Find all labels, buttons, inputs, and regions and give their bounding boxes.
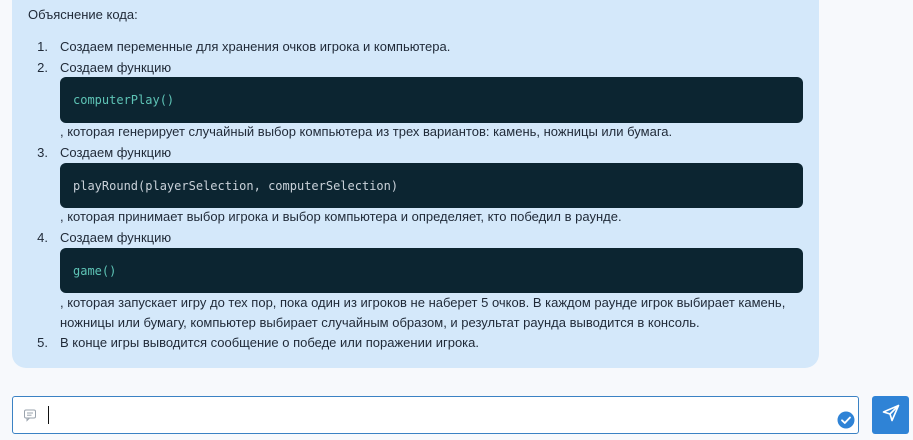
- message-intro: Объяснение кода:: [28, 7, 138, 22]
- message-input[interactable]: [12, 396, 859, 434]
- list-number: 3.: [37, 145, 48, 160]
- check-circle-icon[interactable]: [837, 411, 855, 429]
- send-button[interactable]: [872, 396, 909, 434]
- code-block: [60, 248, 803, 293]
- list-item-text: Создаем переменные для хранения очков игрока и компьютера.: [60, 39, 451, 54]
- list-item-text: Создаем функцию: [60, 145, 172, 160]
- code-text: playRound(playerSelection, computerSelection): [73, 178, 399, 193]
- code-block: [60, 77, 803, 123]
- list-item-text: , которая принимает выбор игрока и выбор компьютера и определяет, кто победил в раунде.: [60, 209, 622, 224]
- list-number: 2.: [37, 60, 48, 75]
- list-item-text: , которая генерирует случайный выбор компьютера из трех вариантов: камень, ножницы или бумага.: [60, 124, 673, 139]
- list-number: 4.: [37, 230, 48, 245]
- message-icon: [23, 408, 37, 422]
- assistant-message-bubble: [12, 0, 819, 368]
- send-icon: [881, 403, 901, 428]
- list-number: 1.: [37, 39, 48, 54]
- list-item-text: ножницы или бумагу, компьютер выбирает случайным образом, и результат раунда выводится в консоль.: [60, 315, 700, 330]
- list-number: 5.: [37, 335, 48, 350]
- list-item-text: , которая запускает игру до тех пор, пока один из игроков не наберет 5 очков. В каждом раунде игрок выбирает камень,: [60, 295, 786, 310]
- list-item-text: Создаем функцию: [60, 230, 172, 245]
- code-text: game(): [73, 263, 117, 278]
- code-text: computerPlay(): [73, 93, 175, 107]
- code-block: [60, 163, 803, 208]
- list-item-text: В конце игры выводится сообщение о победе или поражении игрока.: [60, 335, 479, 350]
- text-caret: [48, 406, 49, 424]
- list-item-text: Создаем функцию: [60, 60, 172, 75]
